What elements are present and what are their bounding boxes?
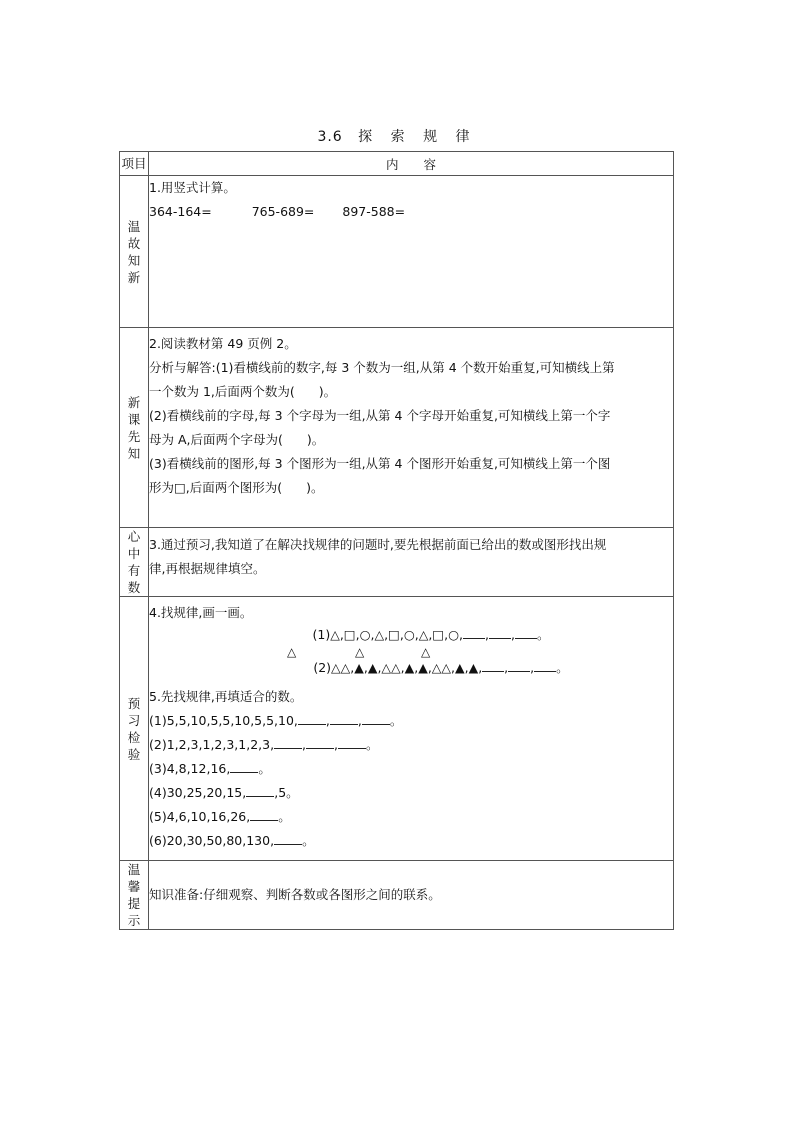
sequence-end: ,5。 — [274, 785, 299, 800]
analysis-text: 形为□,后面两个图形为( — [149, 480, 283, 495]
pattern-row-1: (1)△,□,○,△,□,○,△,□,○, , , 。 — [312, 627, 550, 642]
analysis-text: )。 — [318, 384, 337, 399]
section-review — [120, 176, 674, 328]
sequence-end: 。 — [302, 833, 315, 848]
label-char: 有 — [127, 563, 141, 578]
header-item — [120, 152, 149, 176]
pattern-2: (2)△△,▲,▲,△△,▲,▲,△△,▲,▲, — [313, 660, 483, 675]
header-content — [149, 152, 674, 176]
label-char: 新 — [127, 269, 141, 285]
label-char: 馨 — [127, 879, 141, 894]
section-label-text — [120, 394, 148, 462]
sequence-end: 。 — [389, 713, 403, 728]
section-label-text — [120, 695, 148, 763]
question-5-title: 5.先找规律,再填适合的数。 — [149, 689, 303, 704]
worksheet-table — [119, 151, 674, 930]
analysis-text: 一个数为 1,后面两个数为( — [149, 384, 295, 399]
answer-blank[interactable] — [246, 784, 274, 797]
answer-blank[interactable] — [250, 808, 278, 821]
section-content — [149, 861, 674, 930]
label-char: 新 — [127, 394, 141, 410]
analysis-line — [149, 476, 673, 500]
analysis-text: 母为 A,后面两个字母为( — [149, 432, 283, 447]
answer-blank[interactable] — [463, 626, 485, 639]
label-char: 知 — [127, 252, 141, 268]
sequence-end: 。 — [258, 761, 271, 776]
sequence-text: (2)1,2,3,1,2,3,1,2,3, — [149, 737, 275, 752]
answer-blank[interactable] — [515, 626, 537, 639]
section-label — [120, 861, 149, 930]
sequence-item — [149, 805, 673, 829]
sequence-text: (4)30,25,20,15, — [149, 785, 247, 800]
sequence-text: (5)4,6,10,16,26, — [149, 809, 251, 824]
calc-2: 765-689= — [251, 204, 315, 219]
title-number: 3.6 — [317, 129, 343, 145]
calc-3: 897-588= — [342, 204, 406, 219]
answer-blank[interactable] — [298, 712, 326, 725]
pattern-row-2-tops — [149, 645, 673, 659]
label-char: 示 — [127, 913, 141, 928]
answer-blank[interactable] — [508, 659, 530, 672]
analysis-text: )。 — [306, 480, 324, 495]
analysis-line: 分析与解答:(1)看横线前的数字,每 3 个数为一组,从第 4 个数开始重复,可知横线上第 — [149, 360, 615, 375]
section-label — [120, 597, 149, 861]
label-char: 温 — [127, 862, 141, 877]
summary-line: 律,再根据规律填空。 — [149, 561, 266, 576]
title-text: 探 索 规 律 — [358, 129, 477, 145]
pattern-row-2: (2)△△,▲,▲,△△,▲,▲,△△,▲,▲, , , 。 — [313, 660, 569, 675]
question-5-list — [149, 709, 673, 853]
header-content-text: 内 容 — [385, 156, 436, 172]
section-label-text — [120, 218, 148, 286]
label-char: 验 — [127, 746, 141, 762]
label-char: 课 — [127, 411, 141, 427]
label-char: 中 — [127, 546, 141, 561]
section-content — [149, 597, 674, 861]
label-char: 提 — [127, 896, 141, 911]
section-label — [120, 328, 149, 528]
analysis-line: (2)看横线前的字母,每 3 个字母为一组,从第 4 个字母开始重复,可知横线上第一个字 — [149, 408, 611, 423]
answer-blank[interactable] — [338, 736, 366, 749]
section-new-lesson — [120, 328, 674, 528]
sequence-end: 。 — [278, 809, 291, 824]
label-char: 知 — [127, 445, 141, 461]
sequence-item — [149, 829, 673, 853]
sequence-item: (2)1,2,3,1,2,3,1,2,3, , , 。 — [149, 737, 379, 752]
label-char: 预 — [127, 695, 141, 711]
section-label-text — [120, 528, 148, 596]
section-preview-check — [120, 597, 674, 861]
summary-line: 3.通过预习,我知道了在解决找规律的问题时,要先根据前面已给出的数或图形找出规 — [149, 537, 607, 552]
answer-blank[interactable] — [330, 712, 358, 725]
sequence-item: (1)5,5,10,5,5,10,5,5,10, , , 。 — [149, 713, 403, 728]
sequence-end: 。 — [366, 737, 379, 752]
sequence-item — [149, 757, 673, 781]
section-content — [149, 528, 674, 597]
label-char: 先 — [127, 428, 141, 444]
section-tip — [120, 861, 674, 930]
answer-blank[interactable] — [362, 712, 390, 725]
answer-blank[interactable] — [306, 736, 334, 749]
tip-line: 知识准备:仔细观察、判断各数或各图形之间的联系。 — [149, 887, 441, 902]
sequence-text: (3)4,8,12,16, — [149, 761, 231, 776]
sequence-text: (6)20,30,50,80,130, — [149, 833, 275, 848]
answer-blank[interactable] — [534, 659, 556, 672]
section-content — [149, 176, 674, 328]
answer-blank[interactable] — [482, 659, 504, 672]
triangle-top: △ — [421, 645, 431, 659]
section-summary — [120, 528, 674, 597]
label-char: 心 — [127, 529, 141, 544]
header-item-text: 项目 — [121, 156, 147, 171]
answer-blank[interactable] — [489, 626, 511, 639]
header-row — [120, 152, 674, 176]
analysis-line: (3)看横线前的图形,每 3 个图形为一组,从第 4 个图形开始重复,可知横线上第一个图 — [149, 456, 611, 471]
pattern-1: (1)△,□,○,△,□,○,△,□,○, — [312, 627, 463, 642]
label-char: 故 — [127, 235, 141, 251]
page-title — [0, 126, 794, 146]
label-char: 温 — [127, 218, 141, 234]
triangle-top: △ — [287, 645, 297, 659]
label-char: 数 — [127, 580, 141, 595]
sequence-text: (1)5,5,10,5,5,10,5,5,10, — [149, 713, 298, 728]
triangle-top: △ — [355, 645, 365, 659]
sequence-item — [149, 781, 673, 805]
question-4-title: 4.找规律,画一画。 — [149, 605, 253, 620]
calc-1: 364-164= — [149, 204, 212, 219]
question-1: 1.用竖式计算。 — [149, 180, 236, 195]
answer-blank[interactable] — [274, 832, 302, 845]
section-label-text — [120, 861, 148, 929]
question-2: 2.阅读教材第 49 页例 2。 — [149, 336, 297, 351]
analysis-text: )。 — [306, 432, 325, 447]
calc-row — [149, 200, 673, 224]
section-label — [120, 528, 149, 597]
section-content — [149, 328, 674, 528]
analysis-line — [149, 380, 673, 404]
section-label — [120, 176, 149, 328]
analysis-line — [149, 428, 673, 452]
label-char: 检 — [127, 729, 141, 745]
answer-blank[interactable] — [274, 736, 302, 749]
label-char: 习 — [127, 712, 141, 728]
answer-blank[interactable] — [230, 760, 258, 773]
